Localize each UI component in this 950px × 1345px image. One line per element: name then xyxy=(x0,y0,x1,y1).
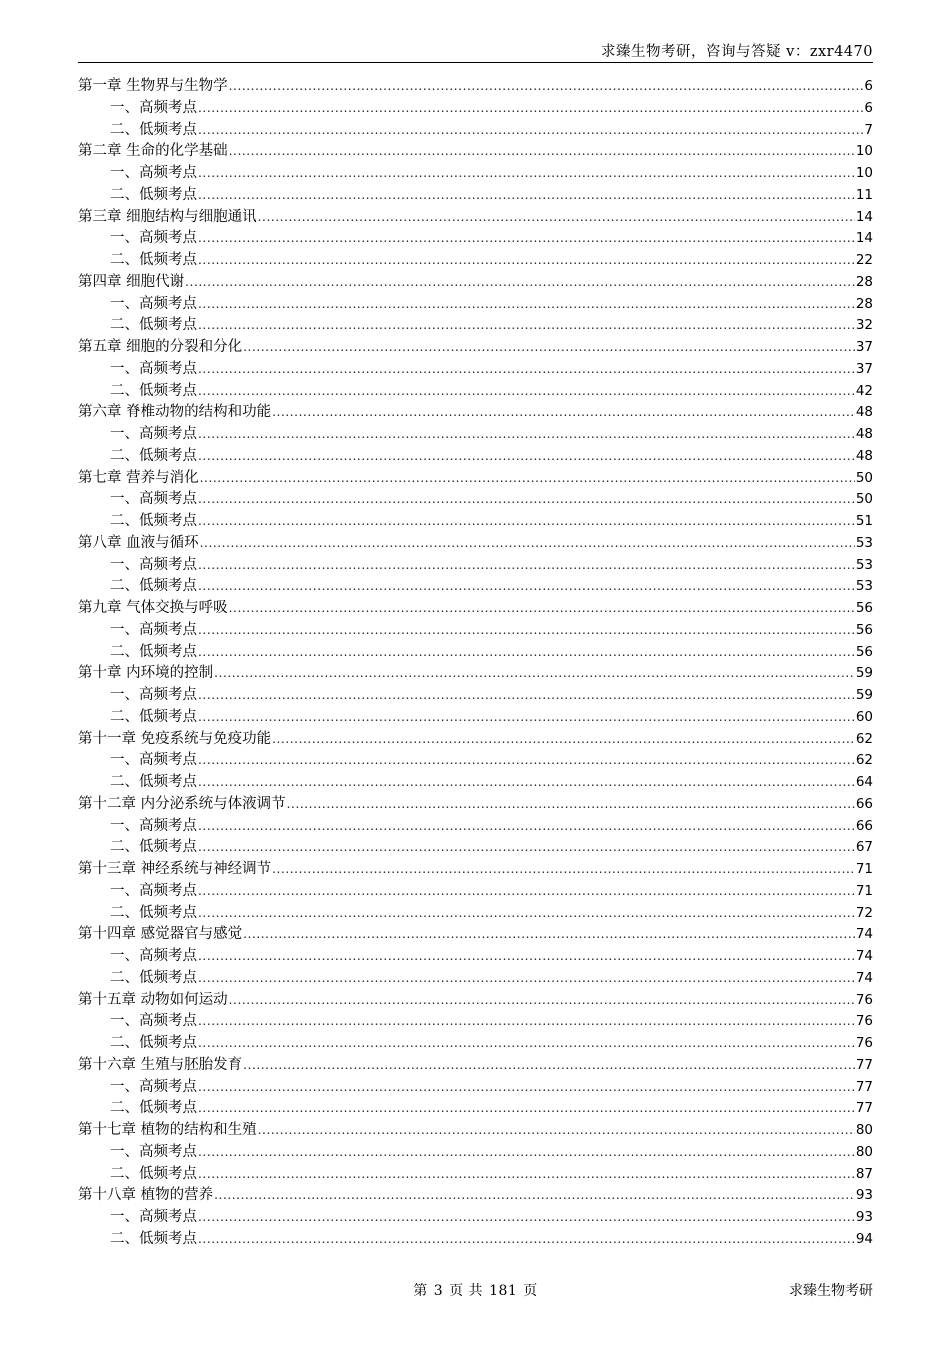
page-header xyxy=(78,38,873,63)
toc-entry-page: 32 xyxy=(855,317,873,334)
toc-entry-title: 二、低频考点 xyxy=(110,839,197,856)
toc-entry-title: 二、低频考点 xyxy=(110,382,197,399)
toc-entry-page: 93 xyxy=(855,1209,873,1225)
toc-section-entry[interactable] xyxy=(78,185,873,207)
toc-dot-leader xyxy=(198,294,855,316)
toc-entry-page: 77 xyxy=(855,1056,873,1073)
footer-brand: 求臻生物考研 xyxy=(789,1283,873,1299)
toc-entry-title: 二、低频考点 xyxy=(110,186,197,203)
toc-dot-leader xyxy=(198,750,855,772)
toc-chapter-entry[interactable] xyxy=(78,272,873,294)
toc-dot-leader xyxy=(214,663,855,685)
toc-dot-leader xyxy=(198,1011,855,1033)
toc-section-entry[interactable] xyxy=(78,250,873,272)
toc-dot-leader xyxy=(198,511,855,533)
toc-entry-page: 59 xyxy=(855,665,873,682)
toc-dot-leader xyxy=(272,402,855,424)
toc-dot-leader xyxy=(214,1185,855,1207)
toc-section-entry[interactable] xyxy=(78,424,873,446)
toc-dot-leader xyxy=(198,816,855,838)
toc-entry-title: 一、高频考点 xyxy=(110,295,197,312)
toc-dot-leader xyxy=(198,1033,855,1055)
toc-chapter-entry[interactable] xyxy=(78,1120,873,1142)
toc-dot-leader xyxy=(198,1229,855,1251)
toc-section-entry[interactable] xyxy=(78,968,873,990)
toc-dot-leader xyxy=(198,772,855,794)
toc-entry-title: 一、高频考点 xyxy=(110,817,197,834)
toc-entry-page: 11 xyxy=(855,186,873,203)
toc-dot-leader xyxy=(200,533,855,555)
toc-entry-page: 51 xyxy=(855,513,873,529)
toc-entry-page: 53 xyxy=(855,534,873,551)
toc-chapter-entry[interactable] xyxy=(78,859,873,881)
toc-dot-leader xyxy=(272,859,855,881)
toc-dot-leader xyxy=(198,120,863,142)
toc-entry-page: 62 xyxy=(855,752,873,769)
toc-entry-page: 37 xyxy=(855,360,873,377)
toc-section-entry[interactable] xyxy=(78,1098,873,1120)
toc-dot-leader xyxy=(198,163,855,185)
toc-dot-leader xyxy=(200,468,855,490)
toc-section-entry[interactable] xyxy=(78,294,873,316)
toc-entry-title: 二、低频考点 xyxy=(110,969,197,986)
toc-entry-title: 二、低频考点 xyxy=(110,121,197,138)
toc-dot-leader xyxy=(198,250,855,272)
toc-entry-title: 第四章 细胞代谢 xyxy=(78,273,185,290)
toc-chapter-entry[interactable] xyxy=(78,1055,873,1077)
toc-entry-page: 28 xyxy=(855,295,873,312)
toc-entry-title: 第十章 内环境的控制 xyxy=(78,665,214,682)
toc-entry-title: 一、高频考点 xyxy=(110,491,197,508)
toc-entry-title: 二、低频考点 xyxy=(110,904,197,921)
total-pages: 181 xyxy=(489,1283,518,1299)
toc-entry-title: 第十二章 内分泌系统与体液调节 xyxy=(78,795,286,812)
toc-section-entry[interactable] xyxy=(78,620,873,642)
toc-chapter-entry[interactable] xyxy=(78,207,873,229)
toc-entry-page: 72 xyxy=(855,904,873,921)
toc-section-entry[interactable] xyxy=(78,772,873,794)
toc-entry-title: 一、高频考点 xyxy=(110,165,197,181)
toc-section-entry[interactable] xyxy=(78,489,873,511)
toc-chapter-entry[interactable] xyxy=(78,729,873,751)
toc-entry-title: 二、低频考点 xyxy=(110,1165,197,1182)
toc-entry-page: 14 xyxy=(855,230,873,247)
toc-dot-leader xyxy=(198,424,855,446)
page-label-suffix: 页 xyxy=(523,1283,538,1299)
toc-entry-page: 74 xyxy=(855,926,873,943)
toc-entry-title: 一、高频考点 xyxy=(110,687,197,703)
toc-section-entry[interactable] xyxy=(78,315,873,337)
toc-entry-page: 80 xyxy=(855,1122,873,1138)
toc-entry-title: 二、低频考点 xyxy=(110,317,197,334)
toc-section-entry[interactable] xyxy=(78,98,873,120)
toc-entry-title: 二、低频考点 xyxy=(110,1100,197,1117)
toc-entry-title: 第十六章 生殖与胚胎发育 xyxy=(78,1056,243,1073)
toc-chapter-entry[interactable] xyxy=(78,402,873,424)
toc-section-entry[interactable] xyxy=(78,837,873,859)
toc-dot-leader xyxy=(198,555,855,577)
toc-entry-page: 10 xyxy=(855,143,873,160)
toc-dot-leader xyxy=(198,837,855,859)
toc-section-entry[interactable] xyxy=(78,1077,873,1099)
toc-dot-leader xyxy=(185,272,855,294)
toc-section-entry[interactable] xyxy=(78,1164,873,1186)
toc-section-entry[interactable] xyxy=(78,359,873,381)
toc-section-entry[interactable] xyxy=(78,816,873,838)
toc-dot-leader xyxy=(198,1098,855,1120)
toc-entry-title: 二、低频考点 xyxy=(110,447,197,464)
toc-entry-page: 77 xyxy=(855,1078,873,1095)
toc-entry-title: 第六章 脊椎动物的结构和功能 xyxy=(78,404,272,421)
toc-section-entry[interactable] xyxy=(78,642,873,664)
toc-dot-leader xyxy=(243,337,855,359)
toc-entry-title: 二、低频考点 xyxy=(110,252,197,268)
toc-entry-page: 48 xyxy=(855,447,873,464)
toc-entry-page: 60 xyxy=(855,708,873,725)
toc-entry-title: 一、高频考点 xyxy=(110,621,197,638)
toc-entry-page: 80 xyxy=(855,1143,873,1160)
toc-section-entry[interactable] xyxy=(78,1033,873,1055)
toc-entry-title: 第八章 血液与循环 xyxy=(78,534,199,551)
toc-entry-title: 第十三章 神经系统与神经调节 xyxy=(78,861,272,877)
toc-chapter-entry[interactable] xyxy=(78,663,873,685)
toc-entry-title: 一、高频考点 xyxy=(110,948,197,964)
toc-entry-title: 一、高频考点 xyxy=(110,1078,197,1095)
toc-section-entry[interactable] xyxy=(78,707,873,729)
toc-entry-page: 71 xyxy=(855,882,873,899)
toc-entry-page: 48 xyxy=(855,426,873,442)
toc-dot-leader xyxy=(229,76,864,98)
toc-dot-leader xyxy=(198,576,855,598)
toc-chapter-entry[interactable] xyxy=(78,141,873,163)
toc-section-entry[interactable] xyxy=(78,903,873,925)
toc-dot-leader xyxy=(272,729,855,751)
toc-entry-page: 76 xyxy=(855,991,873,1008)
toc-entry-page: 56 xyxy=(855,643,873,660)
toc-section-entry[interactable] xyxy=(78,228,873,250)
toc-chapter-entry[interactable] xyxy=(78,337,873,359)
toc-section-entry[interactable] xyxy=(78,1142,873,1164)
toc-dot-leader xyxy=(198,620,855,642)
toc-entry-title: 一、高频考点 xyxy=(110,882,197,899)
toc-dot-leader xyxy=(258,207,855,229)
toc-dot-leader xyxy=(198,1142,855,1164)
toc-section-entry[interactable] xyxy=(78,446,873,468)
toc-dot-leader xyxy=(198,446,855,468)
toc-dot-leader xyxy=(243,1055,855,1077)
toc-section-entry[interactable] xyxy=(78,576,873,598)
toc-entry-title: 二、低频考点 xyxy=(110,774,197,790)
toc-dot-leader xyxy=(243,924,855,946)
toc-section-entry[interactable] xyxy=(78,120,873,142)
toc-entry-page: 66 xyxy=(855,817,873,834)
toc-section-entry[interactable] xyxy=(78,511,873,533)
toc-entry-page: 6 xyxy=(864,99,873,116)
toc-entry-page: 74 xyxy=(855,948,873,964)
toc-dot-leader xyxy=(198,642,855,664)
toc-dot-leader xyxy=(258,1120,855,1142)
toc-dot-leader xyxy=(198,1207,855,1229)
toc-dot-leader xyxy=(198,381,855,403)
toc-entry-page: 37 xyxy=(855,339,873,355)
toc-section-entry[interactable] xyxy=(78,946,873,968)
toc-section-entry[interactable] xyxy=(78,1207,873,1229)
toc-entry-title: 二、低频考点 xyxy=(110,513,197,529)
toc-dot-leader xyxy=(198,946,855,968)
page-label-prefix: 第 xyxy=(413,1283,428,1299)
toc-entry-title: 一、高频考点 xyxy=(110,230,197,247)
toc-dot-leader xyxy=(229,990,855,1012)
toc-entry-page: 66 xyxy=(855,795,873,812)
header-text: 求臻生物考研，咨询与答疑 v：zxr4470 xyxy=(601,44,873,60)
toc-dot-leader xyxy=(229,598,855,620)
toc-entry-title: 一、高频考点 xyxy=(110,556,197,573)
toc-entry-page: 56 xyxy=(855,600,873,616)
toc-dot-leader xyxy=(198,881,855,903)
toc-entry-title: 第九章 气体交换与呼吸 xyxy=(78,600,228,616)
toc-dot-leader xyxy=(198,489,855,511)
toc-section-entry[interactable] xyxy=(78,750,873,772)
toc-entry-title: 第十八章 植物的营养 xyxy=(78,1187,214,1204)
page-number xyxy=(78,1280,873,1300)
toc-chapter-entry[interactable] xyxy=(78,468,873,490)
page-footer xyxy=(78,1280,873,1300)
toc-entry-page: 87 xyxy=(855,1165,873,1182)
toc-section-entry[interactable] xyxy=(78,555,873,577)
toc-entry-page: 71 xyxy=(855,861,873,877)
toc-entry-title: 第七章 营养与消化 xyxy=(78,469,199,486)
toc-entry-page: 42 xyxy=(855,382,873,399)
toc-entry-title: 第二章 生命的化学基础 xyxy=(78,143,228,160)
toc-dot-leader xyxy=(198,968,855,990)
toc-entry-title: 一、高频考点 xyxy=(110,752,197,769)
toc-chapter-entry[interactable] xyxy=(78,794,873,816)
toc-dot-leader xyxy=(198,903,855,925)
toc-dot-leader xyxy=(198,185,855,207)
toc-entry-page: 50 xyxy=(855,491,873,508)
toc-dot-leader xyxy=(198,1077,855,1099)
toc-section-entry[interactable] xyxy=(78,1011,873,1033)
toc-entry-title: 二、低频考点 xyxy=(110,643,197,660)
toc-dot-leader xyxy=(198,685,855,707)
toc-dot-leader xyxy=(198,315,855,337)
toc-entry-title: 第一章 生物界与生物学 xyxy=(78,78,228,94)
toc-entry-title: 一、高频考点 xyxy=(110,360,197,377)
toc-dot-leader xyxy=(198,1164,855,1186)
toc-dot-leader xyxy=(198,359,855,381)
toc-chapter-entry[interactable] xyxy=(78,1185,873,1207)
toc-chapter-entry[interactable] xyxy=(78,990,873,1012)
toc-entry-title: 一、高频考点 xyxy=(110,99,197,116)
toc-dot-leader xyxy=(198,707,855,729)
toc-chapter-entry[interactable] xyxy=(78,533,873,555)
toc-dot-leader xyxy=(287,794,855,816)
toc-chapter-entry[interactable] xyxy=(78,924,873,946)
toc-entry-title: 第十四章 感觉器官与感觉 xyxy=(78,926,243,943)
toc-entry-page: 76 xyxy=(855,1035,873,1051)
toc-dot-leader xyxy=(198,98,863,120)
toc-entry-title: 二、低频考点 xyxy=(110,578,197,595)
toc-entry-title: 第五章 细胞的分裂和分化 xyxy=(78,339,243,355)
table-of-contents xyxy=(78,76,873,1251)
toc-entry-page: 22 xyxy=(855,252,873,268)
toc-entry-page: 6 xyxy=(864,78,873,94)
toc-entry-page: 10 xyxy=(855,165,873,181)
toc-chapter-entry[interactable] xyxy=(78,598,873,620)
toc-entry-title: 一、高频考点 xyxy=(110,426,197,442)
toc-entry-page: 7 xyxy=(864,121,873,138)
toc-entry-title: 二、低频考点 xyxy=(110,708,197,725)
toc-section-entry[interactable] xyxy=(78,685,873,707)
toc-entry-title: 第十一章 免疫系统与免疫功能 xyxy=(78,730,272,747)
toc-entry-page: 53 xyxy=(855,578,873,595)
toc-section-entry[interactable] xyxy=(78,881,873,903)
toc-section-entry[interactable] xyxy=(78,381,873,403)
toc-entry-page: 74 xyxy=(855,969,873,986)
toc-entry-page: 53 xyxy=(855,556,873,573)
toc-entry-title: 第三章 细胞结构与细胞通讯 xyxy=(78,208,257,225)
toc-entry-page: 56 xyxy=(855,621,873,638)
toc-entry-title: 第十七章 植物的结构和生殖 xyxy=(78,1122,257,1138)
toc-dot-leader xyxy=(229,141,855,163)
toc-chapter-entry[interactable] xyxy=(78,76,873,98)
toc-entry-page: 64 xyxy=(855,774,873,790)
toc-entry-page: 94 xyxy=(855,1230,873,1247)
toc-entry-title: 二、低频考点 xyxy=(110,1230,197,1247)
toc-entry-page: 62 xyxy=(855,730,873,747)
toc-entry-page: 93 xyxy=(855,1187,873,1204)
toc-entry-page: 50 xyxy=(855,469,873,486)
toc-entry-title: 二、低频考点 xyxy=(110,1035,197,1051)
toc-entry-title: 一、高频考点 xyxy=(110,1143,197,1160)
current-page: 3 xyxy=(433,1283,444,1299)
toc-entry-title: 第十五章 动物如何运动 xyxy=(78,991,228,1008)
toc-entry-page: 77 xyxy=(855,1100,873,1117)
toc-entry-page: 48 xyxy=(855,404,873,421)
toc-dot-leader xyxy=(198,228,855,250)
page-label-mid: 页 共 xyxy=(449,1283,484,1299)
toc-entry-page: 59 xyxy=(855,687,873,703)
toc-entry-title: 一、高频考点 xyxy=(110,1013,197,1030)
toc-entry-title: 一、高频考点 xyxy=(110,1209,197,1225)
toc-entry-page: 67 xyxy=(855,839,873,856)
toc-entry-page: 14 xyxy=(855,208,873,225)
toc-section-entry[interactable] xyxy=(78,1229,873,1251)
toc-section-entry[interactable] xyxy=(78,163,873,185)
toc-entry-page: 76 xyxy=(855,1013,873,1030)
toc-entry-page: 28 xyxy=(855,273,873,290)
